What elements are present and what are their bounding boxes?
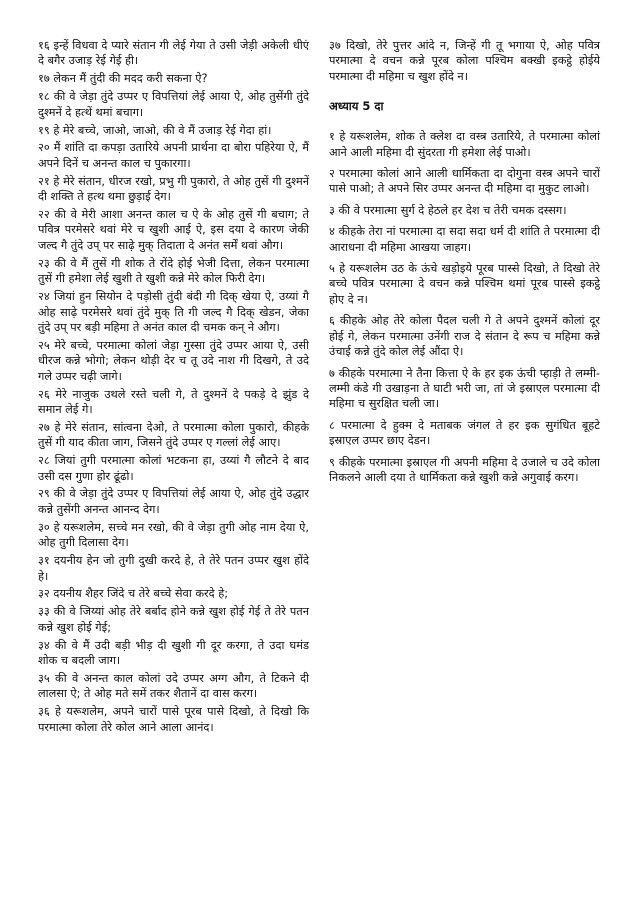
verse-paragraph: ५ हे यरूशलेम उठ के ऊंचे खड़ोइये पूरब पास्से दिखो, ते दिखो तेरे बच्चे पवित्र परमात्मा दे वचन कन्ने पश्चिम थमां पूरब पास्से इकट्ठे होए दे न।: [329, 262, 600, 306]
left-column: [38, 38, 309, 902]
verse-paragraph: ६ कीहके ओह तेरे कोला पैदल चली गे ते अपने दुश्मनें कोलां दूर होई गे, लेकन परमात्मा उनेंगी राज दे संतान दे रूप च महिमा कन्ने उंचाई कन्ने तुंदे कोल लेई औंदा ऐ।: [329, 314, 600, 359]
verse-paragraph: १७ लेकन मैं तुंदी की मदद करी सकना ऐ?: [38, 72, 208, 86]
verse-paragraph: ८ परमात्मा दे हुक्म दे मताबक जंगल ते हर इक सुगंधित बूहटे इस्राएल उप्पर छाए देडन।: [329, 418, 600, 448]
verse-paragraph: ३४ की वे मैं उदी बड़ी भीड़ दी खुशी गी दूर करगा, ते उदा घमंड शोक च बदली जाग।: [38, 638, 309, 668]
verse-paragraph: १८ की वे जेड़ा तुंदे उप्पर ए विपत्तियां लेई आया ऐ, ओह तुसेंगी तुंदे दुश्मनें दे हत्थें थमां बचाग।: [38, 90, 309, 119]
verse-paragraph: २४ जियां हुन सियोन दे पड़ोसी तुंदी बंदी गी दिक् खेया ऐ, उय्यां गै ओह साढ़े परमेसरे थवां तुंदे मुक् ति गी जल्द गै दिक् खेडन, जेका तुंदे उप् पर बड़ी महिमा ते अनंत काल दी चमक कन् ने औग।: [38, 290, 309, 334]
verse-paragraph: १ हे यरूशलेम, शोक ते क्लेश दा वस्त्र उतारिये, ते परमात्मा कोलां आने आली महिमा दी सुंदरता गी हमेशा लेई पाओ।: [329, 130, 600, 159]
verse-paragraph: १९ हे मेरे बच्चे, जाओ, जाओ, की वे मैं उजाड़ रेई गेदा हां।: [38, 123, 272, 137]
verse-paragraph: २२ की वे मेरी आशा अनन्त काल च ऐ के ओह तुसें गी बचाग; ते पवित्र परमेसरे थवां मेरे च खुशी आई ऐ, इस दया दे कारण जेकी जल्द गै तुंदे उप् पर साढ़े मुक् तिदाता दे अनंत सर्में थवां औग।: [38, 208, 309, 252]
verse-paragraph: ७ कीहके परमात्मा ने तैना कित्ता ऐ के हर इक ऊंची प्हाड़ी ते लम्मी-लम्मी कंडे गी उखाड़ना ते घाटी भरी जा, तां जे इस्राएल परमात्मा दी महिमा च सुरक्षित चली जा।: [329, 366, 600, 411]
verse-paragraph: २७ हे मेरे संतान, सांत्वना देओ, ते परमात्मा कोला पुकारो, कीहके तुसें गी याद कीता जाग, जिसने तुंदे उप्पर ए गल्लां लेई आए।: [38, 420, 309, 450]
verse-paragraph: ३६ हे यरूशलेम, अपने चारों पासे पूरब पासे दिखो, ते दिखो कि परमात्मा कोला तेरे कोल आने आला आनंद।: [38, 705, 309, 734]
chapter-heading: अध्याय 5 दा: [329, 99, 384, 114]
verse-paragraph: २५ मेरे बच्चे, परमात्मा कोलां जेड़ा गुस्सा तुंदे उप्पर आया ऐ, उसी धीरज कन्ने भोगो; लेकन थोड़ी देर च तू उदे नाश गी दिखगे, ते उदे गले उप्पर चढ़ी जागे।: [38, 338, 309, 383]
verse-paragraph: २ परमात्मा कोलां आने आली धार्मिकता दा दोगुना वस्त्र अपने चारों पासे पाओ; ते अपने सिर उप्पर अनन्त दी महिमा दा मुकुट लाओ।: [329, 167, 600, 196]
verse-paragraph: ३७ दिखो, तेरे पुत्तर आंदे न, जिन्हें गी तू भगाया ऐ, ओह पवित्र परमात्मा दे वचन कन्ने पूरब कोला पश्चिम बक्खी इकट्ठे होईये परमात्मा दी महिमा च खुश होंदे न।: [329, 39, 600, 83]
verse-paragraph: २१ हे मेरे संतान, धीरज रखो, प्रभु गी पुकारो, ते ओह तुसें गी दुश्मनें दी शक्ति ते हत्थ थमा छुड़ाई देग।: [38, 174, 309, 204]
verse-paragraph: ३१ दयनीय हेन जो तुगी दुखी करदे हे, ते तेरे पतन उप्पर खुश होंदे हे।: [38, 554, 309, 583]
verse-paragraph: ४ कीहके तेरा नां परमात्मा दा सदा सदा धर्म दी शांति ते परमात्मा दी आराधना दी महिमा आखया जाहग।: [329, 225, 600, 254]
verse-paragraph: १६ इन्हें विधवा दे प्यारे संतान गी लेई गेया ते उसी जेड़ी अकेली धीएं दे बगैर उजाड़ रेई गेई ही।: [38, 39, 309, 68]
verse-paragraph: ३२ दयनीय शैहर जिंदे च तेरे बच्चे सेवा करदे हे;: [38, 587, 229, 601]
verse-paragraph: २३ की वे मैं तुसें गी शोक ते रोंदे होई भेजी दित्ता, लेकन परमात्मा तुसें गी हमेशा लेई खुशी ते खुशी कन्ने मेरे कोल फिरी देग।: [38, 256, 309, 286]
verse-paragraph: ३३ की वे जिय्यां ओह तेरे बर्बाद होने कन्ने खुश होई गेई ते तेरे पतन कन्ने खुश होई गेई;: [38, 605, 309, 634]
right-column: [329, 38, 600, 902]
verse-paragraph: ३ की वे परमात्मा सुर्ग दे हेठले हर देश च तेरी चमक दस्सग।: [329, 203, 567, 217]
verse-paragraph: ३५ की वे अनन्त काल कोलां उदे उप्पर अग्ग औग, ते टिकने दी लालसा ऐ; ते ओह मते समें तकर शैतानें दा वास करग।: [38, 671, 309, 701]
verse-paragraph: २६ मेरे नाजुक उथले रस्ते चली गे, ते दुश्मनें दे पकड़े दे झुंड दे समान लेई गे।: [38, 387, 309, 416]
verse-paragraph: २९ की वे जेड़ा तुंदे उप्पर ए विपत्तियां लेई आया ऐ, ओह तुंदे उद्धार कन्ने तुसेंगी अनन्त आनन्द देग।: [38, 487, 309, 516]
verse-paragraph: ९ कीहके परमात्मा इस्राएल गी अपनी महिमा दे उजाले च उदे कोला निकलने आली दया ते धार्मिकता कन्ने खुशी कन्ने अगुवाई करग।: [329, 455, 600, 484]
verse-paragraph: २८ जियां तुगी परमात्मा कोलां भटकना हा, उय्यां गै लौटने दे बाद उसी दस गुणा होर ढूंढो।: [38, 454, 309, 483]
verse-paragraph: ३० हे यरूशलेम, सच्चे मन रखो, की वे जेड़ा तुगी ओह नाम देया ऐ, ओह तुगी दिलासा देग।: [38, 520, 309, 550]
verse-paragraph: २० मैं शांति दा कपड़ा उतारिये अपनी प्रार्थना दा बोरा पहिरेया ऐ, मैं अपने दिनें च अनन्त काल च पुकारगा।: [38, 141, 309, 170]
